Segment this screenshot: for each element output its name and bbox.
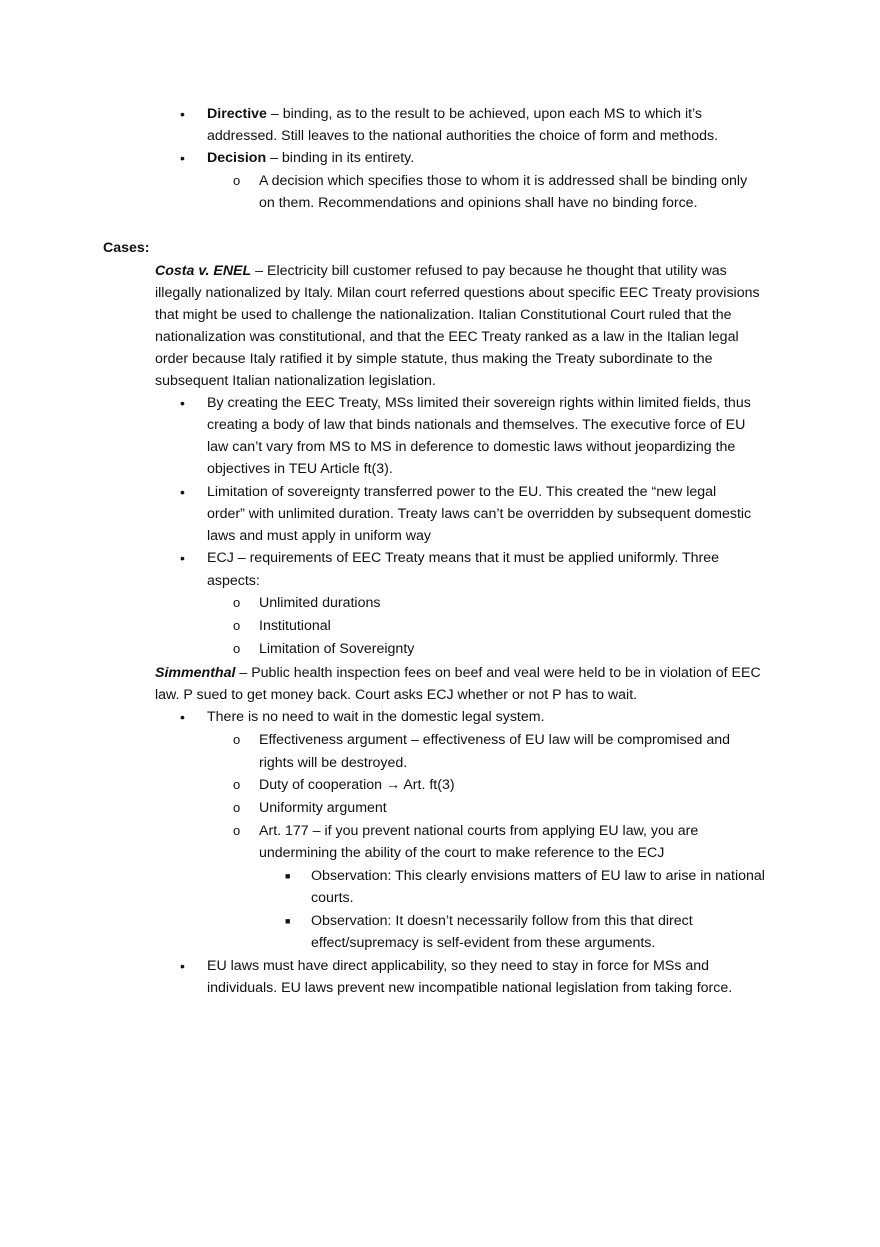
art-177-line: undermining the ability of the court to make reference to the ECJ [259,845,665,861]
effectiveness-argument-line: rights will be destroyed. [259,755,408,771]
bullet-marker: • [180,958,185,974]
costa-text: – Electricity bill customer refused to pay because he thought that utility was [251,263,727,279]
art-177-line: Art. 177 – if you prevent national courts from applying EU law, you are [259,823,699,839]
simmenthal-case-name: Simmenthal [155,665,236,681]
bullet-marker: • [180,395,185,411]
bullet-marker: • [180,150,185,166]
costa-bullet-2-line: order” with unlimited duration. Treaty laws can’t be overridden by subsequent domestic [207,506,752,522]
simmenthal-bullet-1: There is no need to wait in the domestic legal system. [207,709,545,725]
circle-marker: o [233,173,241,188]
circle-marker: o [233,777,241,792]
costa-bullet-1-line: objectives in TEU Article ft(3). [207,461,393,477]
directive-term: Directive [207,106,267,122]
bullet-marker: • [180,709,185,725]
circle-marker: o [233,595,241,610]
aspect-item: Institutional [259,618,331,634]
costa-bullet-3-line: ECJ – requirements of EEC Treaty means that it must be applied uniformly. Three [207,550,720,566]
cases-heading: Cases: [103,240,150,256]
duty-of-cooperation: Duty of cooperation → Art. ft(3) [259,777,455,793]
aspect-item: Unlimited durations [259,595,381,611]
costa-bullet-1-line: law can’t vary from MS to MS in deference to domestic laws without jeopardizing the [207,439,736,455]
aspect-item: Limitation of Sovereignty [259,641,415,657]
circle-marker: o [233,823,241,838]
circle-marker: o [233,800,241,815]
square-marker: ■ [285,871,291,881]
circle-marker: o [233,732,241,747]
costa-bullet-2-line: Limitation of sovereignty transferred power to the EU. This created the “new legal [207,484,717,500]
costa-case-name: Costa v. ENEL [155,263,252,279]
effectiveness-argument-line: Effectiveness argument – effectiveness of EU law will be compromised and [259,732,731,748]
costa-bullet-2-line: laws and must apply in uniform way [207,528,431,544]
circle-marker: o [233,641,241,656]
costa-line: that might be used to challenge the nationalization. Italian Constitutional Court ruled that the [155,307,732,323]
directive-text: – binding, as to the result to be achieved, upon each MS to which it’s [266,106,703,122]
square-marker: ■ [285,916,291,926]
bullet-marker: • [180,484,185,500]
directive-line-1 [207,103,702,125]
simmenthal-line-1 [155,662,761,684]
directive-line-2: addressed. Still leaves to the national authorities the choice of form and methods. [207,128,719,144]
simmenthal-text: – Public health inspection fees on beef and veal were held to be in violation of EEC [235,665,761,681]
costa-line: subsequent Italian nationalization legislation. [155,373,436,389]
costa-line: nationalization was constitutional, and that the EEC Treaty ranked as a law in the Italian legal [155,329,739,345]
decision-term: Decision [207,150,267,166]
bullet-marker: • [180,550,185,566]
observation-line: courts. [311,890,354,906]
costa-bullet-3-line: aspects: [207,573,260,589]
costa-bullet-1-line: By creating the EEC Treaty, MSs limited their sovereign rights within limited fields, thus [207,395,751,411]
bullet-marker: • [180,106,185,122]
costa-line: illegally nationalized by Italy. Milan court referred questions about specific EEC Treaty provisions [155,285,760,301]
simmenthal-bullet-2-line: individuals. EU laws prevent new incompatible national legislation from taking force. [207,980,733,996]
observation-line: Observation: It doesn’t necessarily follow from this that direct [311,913,693,929]
costa-bullet-1-line: creating a body of law that binds nationals and themselves. The executive force of EU [207,417,746,433]
decision-text: – binding in its entirety. [266,150,415,166]
observation-line: effect/supremacy is self-evident from these arguments. [311,935,656,951]
costa-line: order because Italy ratified it by simple statute, thus making the Treaty subordinate to the [155,351,713,367]
circle-marker: o [233,618,241,633]
uniformity-argument: Uniformity argument [259,800,387,816]
simmenthal-bullet-2-line: EU laws must have direct applicability, so they need to stay in force for MSs and [207,958,710,974]
decision-sub-line-1: A decision which specifies those to whom it is addressed shall be binding only [259,173,748,189]
observation-line: Observation: This clearly envisions matters of EU law to arise in national [311,868,765,884]
costa-line-1 [155,260,727,282]
decision-sub-line-2: on them. Recommendations and opinions shall have no binding force. [259,195,698,211]
decision-line-1 [207,147,414,169]
simmenthal-line-2: law. P sued to get money back. Court asks ECJ whether or not P has to wait. [155,687,638,703]
